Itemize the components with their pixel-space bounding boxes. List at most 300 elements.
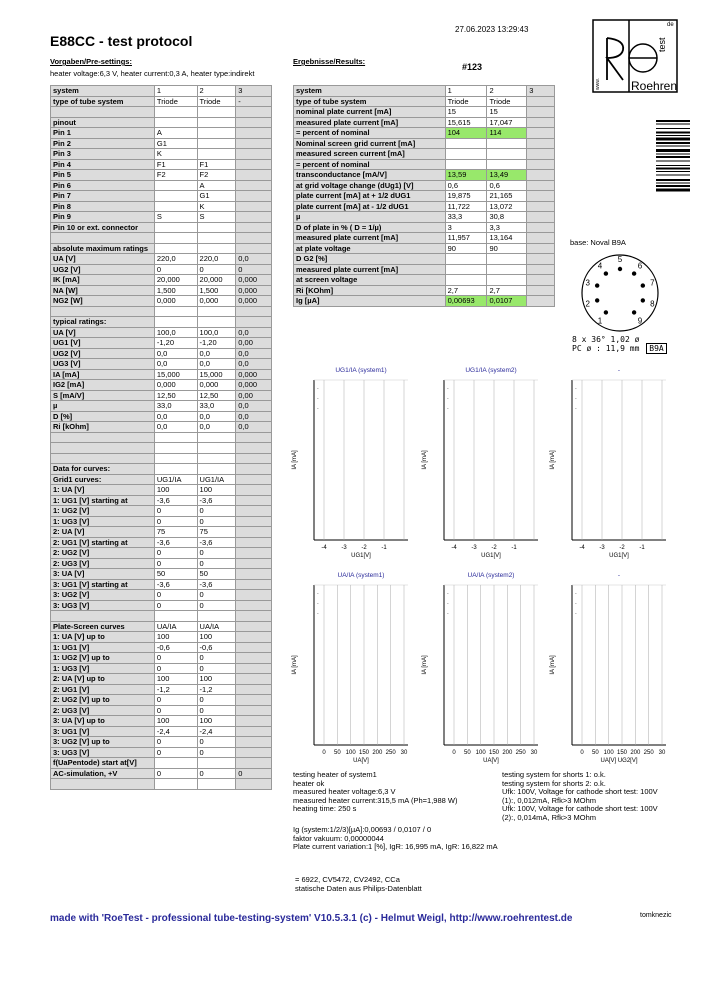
left-cell [236,516,272,527]
left-cell: 15,000 [197,369,236,380]
left-cell [154,233,197,244]
left-cell: 3: UA [V] [51,569,155,580]
left-row [51,191,272,202]
y-axis-label: IA [mA] [292,450,298,470]
x-tick-label: 100 [475,750,486,756]
right-row [294,107,555,118]
barcode-bar [656,185,690,187]
right-row [294,191,555,202]
right-row [294,212,555,223]
left-cell: 0 [154,600,197,611]
left-cell [197,128,236,139]
left-cell [236,485,272,496]
left-cell [197,138,236,149]
left-cell [197,306,236,317]
left-cell [197,117,236,128]
right-cell [527,191,555,202]
left-cell: IA [mA] [51,369,155,380]
left-cell: 0,0 [197,359,236,370]
right-row [294,117,555,128]
y-tick-mark: - [317,591,319,597]
pin-number: 1 [597,316,603,326]
barcode-bar [656,189,690,192]
timestamp: 27.06.2023 13:29:43 [455,25,529,34]
left-cell [236,548,272,559]
right-cell: = percent of nominal [294,159,446,170]
base-tag: B9A [646,343,666,354]
left-cell: 0 [197,558,236,569]
left-row [51,726,272,737]
left-cell [197,443,236,454]
left-cell: -1,20 [154,338,197,349]
left-cell: 75 [154,527,197,538]
noval-pin-diagram [575,248,665,338]
left-cell: K [197,201,236,212]
y-axis-label: IA [mA] [550,450,556,470]
right-cell: Triode [487,96,527,107]
y-tick-mark: - [575,386,577,392]
left-cell [51,107,155,118]
left-cell [236,149,272,160]
left-cell [154,317,197,328]
left-cell: 1: UG2 [V] [51,506,155,517]
left-cell [236,779,272,790]
left-cell [236,306,272,317]
left-row [51,737,272,748]
left-row [51,464,272,475]
left-cell [236,726,272,737]
left-row [51,212,272,223]
right-cell [527,96,555,107]
left-cell: 0,000 [236,369,272,380]
footer-credit[interactable]: made with 'RoeTest - professional tube-testing-system' V10.5.3.1 (c) - Helmut Weigl, http://www.roehrentest.de [50,913,573,924]
left-cell: -2,4 [197,726,236,737]
x-axis-label: UA[V] UG2[V] [600,758,638,764]
right-cell: 13,49 [487,170,527,181]
left-cell: S [154,212,197,223]
left-cell [154,201,197,212]
x-tick-label: 150 [488,750,500,756]
left-cell [51,306,155,317]
barcode-bar [656,135,690,136]
right-row [294,128,555,139]
right-cell [527,138,555,149]
right-cell: 3 [527,86,555,97]
x-tick-label: -3 [341,545,347,551]
left-row [51,422,272,433]
barcode-bar [656,128,690,129]
left-row [51,401,272,412]
y-tick-mark: - [575,396,577,402]
left-cell: 0,000 [154,380,197,391]
left-row [51,569,272,580]
barcode-bar [656,175,690,176]
y-tick-mark: - [447,386,449,392]
left-cell: 15,000 [154,369,197,380]
left-cell: 3: UA [V] up to [51,716,155,727]
right-cell [527,107,555,118]
left-cell: Pin 1 [51,128,155,139]
barcode-bar [656,120,690,122]
right-cell [527,149,555,160]
x-tick-label: 250 [643,750,654,756]
right-cell [445,275,487,286]
x-tick-label: 200 [372,750,383,756]
y-tick-mark: - [447,591,449,597]
left-cell: Pin 10 or ext. connector [51,222,155,233]
left-cell [51,611,155,622]
left-cell: 0,000 [236,275,272,286]
left-cell: 1: UG1 [V] starting at [51,495,155,506]
right-cell [527,264,555,275]
y-tick-mark: - [447,611,449,617]
x-tick-label: -2 [491,545,497,551]
left-cell: 0 [154,516,197,527]
right-cell: 0,6 [445,180,487,191]
left-cell: Pin 4 [51,159,155,170]
y-axis-label: IA [mA] [550,655,556,675]
left-row [51,642,272,653]
left-cell [236,495,272,506]
left-cell: 100 [154,716,197,727]
left-cell: 0,0 [236,359,272,370]
left-row [51,768,272,779]
left-cell [236,758,272,769]
barcode-bar [656,156,690,158]
y-tick-mark: - [575,601,577,607]
roehrentest-logo [585,18,685,98]
left-cell [236,474,272,485]
left-cell [197,779,236,790]
left-cell [154,107,197,118]
left-cell: Pin 9 [51,212,155,223]
left-cell [51,432,155,443]
left-row [51,138,272,149]
right-cell: µ [294,212,446,223]
left-cell: A [154,128,197,139]
left-cell: -2,4 [154,726,197,737]
chart-ug1-ia-system3 [546,362,674,567]
presettings-text: heater voltage:6,3 V, heater current:0,3 A, heater type:indirekt [50,69,255,78]
left-cell: 2: UG1 [V] starting at [51,537,155,548]
left-row [51,275,272,286]
left-cell: 0 [154,506,197,517]
x-tick-label: 30 [400,750,408,756]
y-tick-mark: - [317,406,319,412]
left-cell [197,758,236,769]
left-cell: -1,2 [197,684,236,695]
left-cell: 1: UG3 [V] [51,516,155,527]
right-cell [445,159,487,170]
left-cell [236,579,272,590]
barcode-bar [656,168,690,170]
left-cell: 220,0 [154,254,197,265]
left-cell: 0,0 [236,401,272,412]
y-tick-mark: - [317,601,319,607]
left-cell: 20,000 [197,275,236,286]
right-cell [527,117,555,128]
left-cell: 33,0 [197,401,236,412]
left-cell: 0,0 [236,422,272,433]
left-row [51,264,272,275]
left-cell: 1,500 [154,285,197,296]
left-cell: -3,6 [154,495,197,506]
note-line: testing system for shorts 1: o.k. [502,770,606,779]
chart-ug1-ia-system1 [288,362,416,567]
left-cell: 100 [154,632,197,643]
note-line: measured heater current:315,5 mA (Ph=1,988 W) [293,795,458,805]
y-tick-mark: - [317,611,319,617]
x-tick-label: -1 [511,545,517,551]
left-cell: 0 [197,768,236,779]
x-tick-label: -1 [381,545,387,551]
left-cell [197,464,236,475]
left-cell: 0 [154,558,197,569]
left-cell: 2: UA [V] [51,527,155,538]
left-cell: 0,0 [236,348,272,359]
chart-title: UA/IA (system2) [467,572,515,579]
left-cell [236,506,272,517]
x-tick-label: 150 [616,750,628,756]
left-cell: 0 [197,600,236,611]
right-cell: plate current [mA] at - 1/2 dUG1 [294,201,446,212]
left-cell [154,779,197,790]
right-cell: 0,0107 [487,296,527,307]
left-cell [197,107,236,118]
left-row [51,222,272,233]
note-line: testing system for shorts 2: o.k. [502,778,606,788]
y-axis-label: IA [mA] [422,450,428,470]
right-cell [527,296,555,307]
pin-number: 8 [650,299,655,309]
chart-ua-ia-system3 [546,567,674,772]
pin-dot [618,267,622,271]
left-cell: 0 [197,695,236,706]
left-row [51,348,272,359]
left-row [51,537,272,548]
pin-number: 6 [637,261,643,271]
left-cell [236,453,272,464]
right-cell: measured screen current [mA] [294,149,446,160]
left-cell: 3: UG2 [V] up to [51,737,155,748]
pin-info-line1: 8 x 36° 1,02 ø [572,335,640,344]
right-cell: plate current [mA] at + 1/2 dUG1 [294,191,446,202]
left-cell [236,170,272,181]
left-cell [154,222,197,233]
left-row [51,474,272,485]
left-row [51,117,272,128]
left-cell [197,222,236,233]
right-cell [487,149,527,160]
left-cell: 0,00 [236,338,272,349]
left-cell [236,212,272,223]
left-row [51,684,272,695]
left-row [51,516,272,527]
left-cell: Pin 3 [51,149,155,160]
right-row [294,170,555,181]
x-tick-label: -4 [579,545,585,551]
x-tick-label: 30 [530,750,538,756]
left-cell: F2 [154,170,197,181]
chart-title: - [617,367,621,374]
left-cell: Data for curves: [51,464,155,475]
left-row [51,779,272,790]
barcode-bar [656,124,690,125]
note-line: measured heater voltage:6,3 V [293,787,396,796]
pin-dot [604,271,608,275]
left-row [51,180,272,191]
x-tick-label: 0 [452,750,456,756]
left-cell: 0 [154,264,197,275]
x-tick-label: 50 [591,750,599,756]
left-row [51,747,272,758]
left-row [51,317,272,328]
serial-number: #123 [462,62,483,72]
left-cell: S [197,212,236,223]
right-cell: 0,00693 [445,296,487,307]
x-tick-label: -3 [599,545,605,551]
results-heading: Ergebnisse/Results: [293,57,366,66]
left-cell [236,642,272,653]
left-cell: 0,0 [197,411,236,422]
right-cell: 19,875 [445,191,487,202]
left-cell [197,149,236,160]
x-tick-label: 100 [603,750,614,756]
right-cell [487,264,527,275]
left-row [51,621,272,632]
left-cell [154,443,197,454]
left-row [51,527,272,538]
tube-data-table [50,85,272,790]
left-cell: 3 [236,86,272,97]
left-cell: UG1 [V] [51,338,155,349]
right-cell: 1 [445,86,487,97]
left-cell [154,611,197,622]
left-cell [236,191,272,202]
left-cell [197,611,236,622]
right-cell: Triode [445,96,487,107]
left-cell [236,432,272,443]
left-cell: Triode [197,96,236,107]
right-cell: 15,615 [445,117,487,128]
left-row [51,548,272,559]
left-cell: 12,50 [154,390,197,401]
right-cell: system [294,86,446,97]
left-cell: 220,0 [197,254,236,265]
right-cell: D of plate in % ( D = 1/µ) [294,222,446,233]
barcode-bar [656,183,690,184]
x-axis-label: UG1[V] [481,553,501,559]
right-cell [527,222,555,233]
y-tick-mark: - [447,601,449,607]
left-cell [197,233,236,244]
right-cell: 33,3 [445,212,487,223]
left-row [51,495,272,506]
left-row [51,558,272,569]
left-row [51,716,272,727]
y-tick-mark: - [575,406,577,412]
left-cell: 0 [154,653,197,664]
right-row [294,201,555,212]
left-cell: 0 [154,768,197,779]
barcode-bar [656,142,690,144]
left-cell: -3,6 [154,537,197,548]
barcode-bar [656,154,690,155]
left-cell [236,233,272,244]
left-cell: -3,6 [197,579,236,590]
right-cell: 17,047 [487,117,527,128]
right-cell: Nominal screen grid current [mA] [294,138,446,149]
left-cell: 100,0 [154,327,197,338]
left-cell [236,201,272,212]
logo-de: de [667,22,674,28]
left-cell: UA/IA [154,621,197,632]
left-cell: 0,0 [197,348,236,359]
left-cell [236,600,272,611]
right-cell: = percent of nominal [294,128,446,139]
y-tick-mark: - [575,611,577,617]
pin-dot [595,283,599,287]
left-row [51,170,272,181]
left-row [51,285,272,296]
left-cell: 0,000 [236,296,272,307]
heater-notes [293,771,457,814]
left-cell: 0,000 [197,296,236,307]
left-cell: 12,50 [197,390,236,401]
right-row [294,180,555,191]
x-tick-label: 30 [658,750,666,756]
left-cell: Pin 8 [51,201,155,212]
left-cell: UA [V] [51,327,155,338]
right-cell: at plate voltage [294,243,446,254]
left-cell: K [154,149,197,160]
right-cell: Ri [KOhm] [294,285,446,296]
left-cell: Pin 5 [51,170,155,181]
left-cell [154,180,197,191]
left-cell: 0 [197,264,236,275]
left-cell [154,306,197,317]
left-cell [197,243,236,254]
left-cell: -3,6 [197,495,236,506]
left-cell: 1 [154,86,197,97]
left-cell: typical ratings: [51,317,155,328]
left-row [51,233,272,244]
right-cell [487,138,527,149]
barcode-bar [656,165,690,166]
left-row [51,590,272,601]
left-cell: 2: UA [V] up to [51,674,155,685]
chart-title: UA/IA (system1) [337,572,385,579]
left-cell [236,737,272,748]
right-cell [445,138,487,149]
right-cell: at screen voltage [294,275,446,286]
left-cell [51,233,155,244]
right-cell: measured plate current [mA] [294,233,446,244]
left-row [51,506,272,517]
right-cell: 13,072 [487,201,527,212]
left-cell: 0 [154,705,197,716]
left-cell [236,569,272,580]
left-row [51,86,272,97]
left-cell [236,558,272,569]
barcode-bar [656,138,690,141]
left-cell: 0 [197,747,236,758]
right-cell: Ig [µA] [294,296,446,307]
x-tick-label: -4 [321,545,327,551]
left-row [51,579,272,590]
right-cell [527,254,555,265]
left-row [51,411,272,422]
